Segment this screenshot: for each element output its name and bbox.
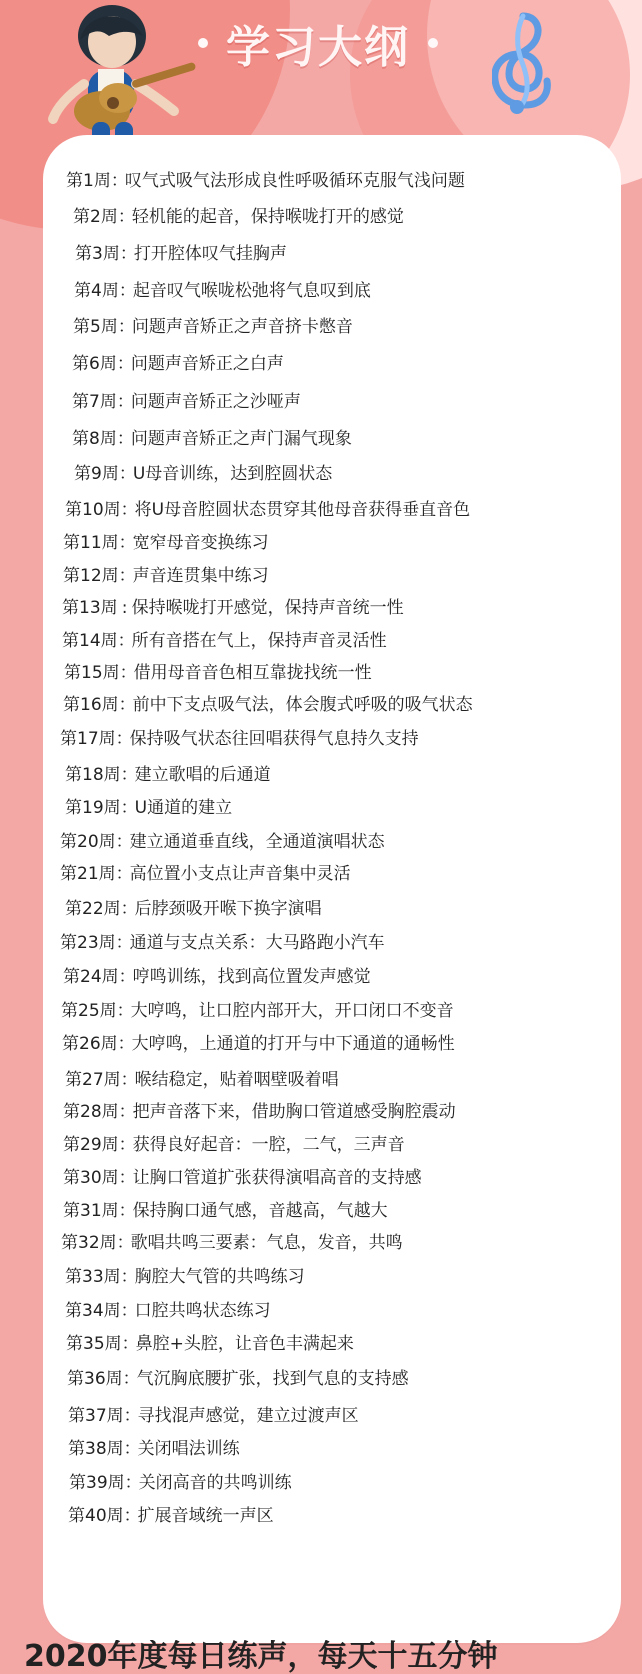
list-item	[60, 725, 638, 753]
week-label: 第23周	[60, 933, 116, 953]
list-item	[63, 1197, 641, 1225]
week-separator: ：	[124, 1473, 142, 1493]
list-item	[61, 997, 639, 1025]
week-separator: ：	[110, 171, 128, 191]
topic-text: 高位置小支点让声音集中灵活	[129, 864, 351, 884]
week-separator: ：	[118, 1201, 136, 1221]
topic-text: 叹气式吸气法形成良性呼吸循环克服气浅问题	[124, 171, 465, 191]
topic-text: 胸腔大气管的共鸣练习	[134, 1267, 305, 1287]
list-item	[60, 828, 638, 856]
topic-text: 通道与支点关系：大马路跑小汽车	[129, 933, 385, 953]
list-item	[68, 1502, 642, 1530]
week-separator: ：	[117, 317, 135, 337]
week-separator: ：	[120, 765, 138, 785]
week-label: 第27周	[65, 1070, 121, 1090]
list-item	[63, 1131, 641, 1159]
list-item	[65, 496, 642, 524]
list-item	[63, 1164, 641, 1192]
list-item	[63, 562, 641, 590]
week-label: 第11周	[63, 533, 119, 553]
topic-text: 声音连贯集中练习	[132, 566, 269, 586]
week-label: 第16周	[63, 695, 119, 715]
topic-text: U母音训练，达到腔圆状态	[132, 464, 333, 484]
page-title-group	[158, 8, 478, 78]
week-label: 第24周	[63, 967, 119, 987]
week-separator: ：	[118, 967, 136, 987]
footer-text: 2020年度每日练声，每天十五分钟	[24, 1640, 498, 1674]
week-label: 第33周	[65, 1267, 121, 1287]
topic-text: 口腔共鸣状态练习	[134, 1301, 271, 1321]
header	[0, 0, 642, 150]
topic-text: 喉结稳定，贴着咽壁吸着唱	[134, 1070, 339, 1090]
list-item	[60, 929, 638, 957]
week-label: 第10周	[65, 500, 121, 520]
week-separator: ：	[118, 695, 136, 715]
list-item	[62, 1030, 640, 1058]
week-separator: ：	[123, 1406, 141, 1426]
week-separator: ：	[119, 244, 137, 264]
topic-text: 问题声音矫正之声门漏气现象	[130, 429, 352, 449]
week-separator: ：	[118, 464, 136, 484]
week-separator: ：	[115, 832, 133, 852]
week-label: 第8周	[72, 429, 117, 449]
week-label: 第38周	[68, 1439, 124, 1459]
topic-text: 获得良好起音：一腔，二气，三声音	[132, 1135, 405, 1155]
topic-text: 保持喉咙打开感觉，保持声音统一性	[131, 598, 404, 618]
list-item	[74, 460, 642, 488]
week-label: 第39周	[69, 1473, 125, 1493]
week-separator: ：	[118, 1102, 136, 1122]
topic-text: 建立歌唱的后通道	[134, 765, 271, 785]
list-item	[60, 860, 638, 888]
week-separator: ：	[120, 1070, 138, 1090]
week-label: 第26周	[62, 1034, 118, 1054]
week-label: 第37周	[68, 1406, 124, 1426]
week-separator: ：	[117, 631, 135, 651]
week-separator: ：	[120, 899, 138, 919]
week-separator: ：	[120, 798, 138, 818]
list-item	[73, 203, 642, 231]
week-label: 第12周	[63, 566, 119, 586]
topic-text: 宽窄母音变换练习	[132, 533, 269, 553]
topic-text: 关闭唱法训练	[137, 1439, 240, 1459]
week-label: 第19周	[65, 798, 121, 818]
week-separator: ：	[116, 392, 134, 412]
list-item	[65, 1297, 642, 1325]
week-label: 第14周	[62, 631, 118, 651]
week-separator: ：	[118, 1135, 136, 1155]
topic-text: 建立通道垂直线，全通道演唱状态	[129, 832, 385, 852]
week-separator: ：	[118, 533, 136, 553]
week-label: 第30周	[63, 1168, 119, 1188]
title-dot-left	[198, 38, 208, 48]
week-separator: ：	[119, 663, 137, 683]
week-separator: ：	[120, 1301, 138, 1321]
week-label: 第31周	[63, 1201, 119, 1221]
list-item	[63, 529, 641, 557]
list-item	[63, 1098, 641, 1126]
list-item	[68, 1435, 642, 1463]
week-label: 第34周	[65, 1301, 121, 1321]
week-separator: ：	[122, 1369, 140, 1389]
list-item	[72, 350, 642, 378]
week-separator: ：	[121, 1334, 139, 1354]
week-label: 第40周	[68, 1506, 124, 1526]
page-title: 学习大纲	[226, 22, 410, 73]
list-item	[65, 895, 642, 923]
topic-text: U通道的建立	[134, 798, 233, 818]
week-label: 第3周	[75, 244, 120, 264]
topic-text: 保持胸口通气感，音越高，气越大	[132, 1201, 388, 1221]
list-item	[67, 1365, 642, 1393]
topic-text: 把声音落下来，借助胸口管道感受胸腔震动	[132, 1102, 456, 1122]
list-item	[69, 1469, 642, 1497]
week-separator: ：	[115, 933, 133, 953]
list-item	[73, 313, 642, 341]
week-label: 第15周	[64, 663, 120, 683]
list-item	[68, 1402, 642, 1430]
list-item	[63, 691, 641, 719]
week-label: 第9周	[74, 464, 119, 484]
week-label: 第2周	[73, 207, 118, 227]
topic-text: 大哼鸣，让口腔内部开大，开口闭口不变音	[130, 1001, 454, 1021]
week-label: 第21周	[60, 864, 116, 884]
list-item	[65, 761, 642, 789]
list-item	[65, 1066, 642, 1094]
list-item	[72, 425, 642, 453]
topic-text: 关闭高音的共鸣训练	[138, 1473, 292, 1493]
list-item	[74, 277, 642, 305]
week-separator: ：	[118, 1168, 136, 1188]
list-item	[66, 1330, 642, 1358]
week-separator: ：	[115, 729, 133, 749]
list-item	[61, 1229, 639, 1257]
week-separator: ：	[123, 1439, 141, 1459]
week-separator: ：	[117, 207, 135, 227]
list-item	[72, 388, 642, 416]
topic-text: 鼻腔+头腔，让音色丰满起来	[135, 1334, 354, 1354]
music-note-icon	[492, 8, 554, 118]
list-item	[65, 794, 642, 822]
week-separator: ：	[116, 1001, 134, 1021]
week-separator: ：	[118, 281, 136, 301]
week-label: 第22周	[65, 899, 121, 919]
week-label: 第32周	[61, 1233, 117, 1253]
topic-text: 轻机能的起音，保持喉咙打开的感觉	[131, 207, 404, 227]
list-item	[62, 627, 640, 655]
week-separator: :	[121, 598, 128, 618]
week-label: 第18周	[65, 765, 121, 785]
topic-text: 所有音搭在气上，保持声音灵活性	[131, 631, 387, 651]
topic-text: 让胸口管道扩张获得演唱高音的支持感	[132, 1168, 422, 1188]
week-label: 第13周	[62, 598, 118, 618]
title-dot-right	[428, 38, 438, 48]
week-label: 第17周	[60, 729, 116, 749]
topic-text: 哼鸣训练，找到高位置发声感觉	[132, 967, 371, 987]
topic-text: 问题声音矫正之白声	[130, 354, 284, 374]
topic-text: 前中下支点吸气法，体会腹式呼吸的吸气状态	[132, 695, 473, 715]
week-separator: ：	[120, 1267, 138, 1287]
list-item	[62, 594, 640, 622]
topic-text: 扩展音域统一声区	[137, 1506, 274, 1526]
topic-text: 问题声音矫正之声音挤卡憋音	[131, 317, 353, 337]
list-item	[65, 1263, 642, 1291]
week-label: 第7周	[72, 392, 117, 412]
topic-text: 打开腔体叹气挂胸声	[133, 244, 287, 264]
list-item	[66, 167, 642, 195]
week-label: 第25周	[61, 1001, 117, 1021]
week-label: 第35周	[66, 1334, 122, 1354]
week-separator: ：	[120, 500, 138, 520]
topic-text: 气沉胸底腰扩张，找到气息的支持感	[136, 1369, 409, 1389]
topic-text: 借用母音音色相互靠拢找统一性	[133, 663, 372, 683]
topic-text: 问题声音矫正之沙哑声	[130, 392, 301, 412]
week-separator: ：	[115, 864, 133, 884]
week-separator: ：	[117, 1034, 135, 1054]
week-label: 第36周	[67, 1369, 123, 1389]
week-separator: ：	[116, 1233, 134, 1253]
week-separator: ：	[123, 1506, 141, 1526]
list-item	[75, 240, 642, 268]
topic-text: 歌唱共鸣三要素：气息，发音，共鸣	[130, 1233, 403, 1253]
topic-text: 将U母音腔圆状态贯穿其他母音获得垂直音色	[134, 500, 471, 520]
week-label: 第20周	[60, 832, 116, 852]
list-item	[63, 963, 641, 991]
topic-text: 大哼鸣，上通道的打开与中下通道的通畅性	[131, 1034, 455, 1054]
week-separator: ：	[116, 429, 134, 449]
list-item	[64, 659, 642, 687]
week-label: 第28周	[63, 1102, 119, 1122]
week-label: 第6周	[72, 354, 117, 374]
week-label: 第29周	[63, 1135, 119, 1155]
week-separator: ：	[118, 566, 136, 586]
outline-panel	[43, 135, 621, 1643]
topic-text: 后脖颈吸开喉下换字演唱	[134, 899, 322, 919]
topic-text: 保持吸气状态往回唱获得气息持久支持	[129, 729, 419, 749]
week-label: 第4周	[74, 281, 119, 301]
topic-text: 寻找混声感觉，建立过渡声区	[137, 1406, 359, 1426]
week-label: 第1周	[66, 171, 111, 191]
week-label: 第5周	[73, 317, 118, 337]
week-separator: ：	[116, 354, 134, 374]
topic-text: 起音叹气喉咙松弛将气息叹到底	[132, 281, 371, 301]
